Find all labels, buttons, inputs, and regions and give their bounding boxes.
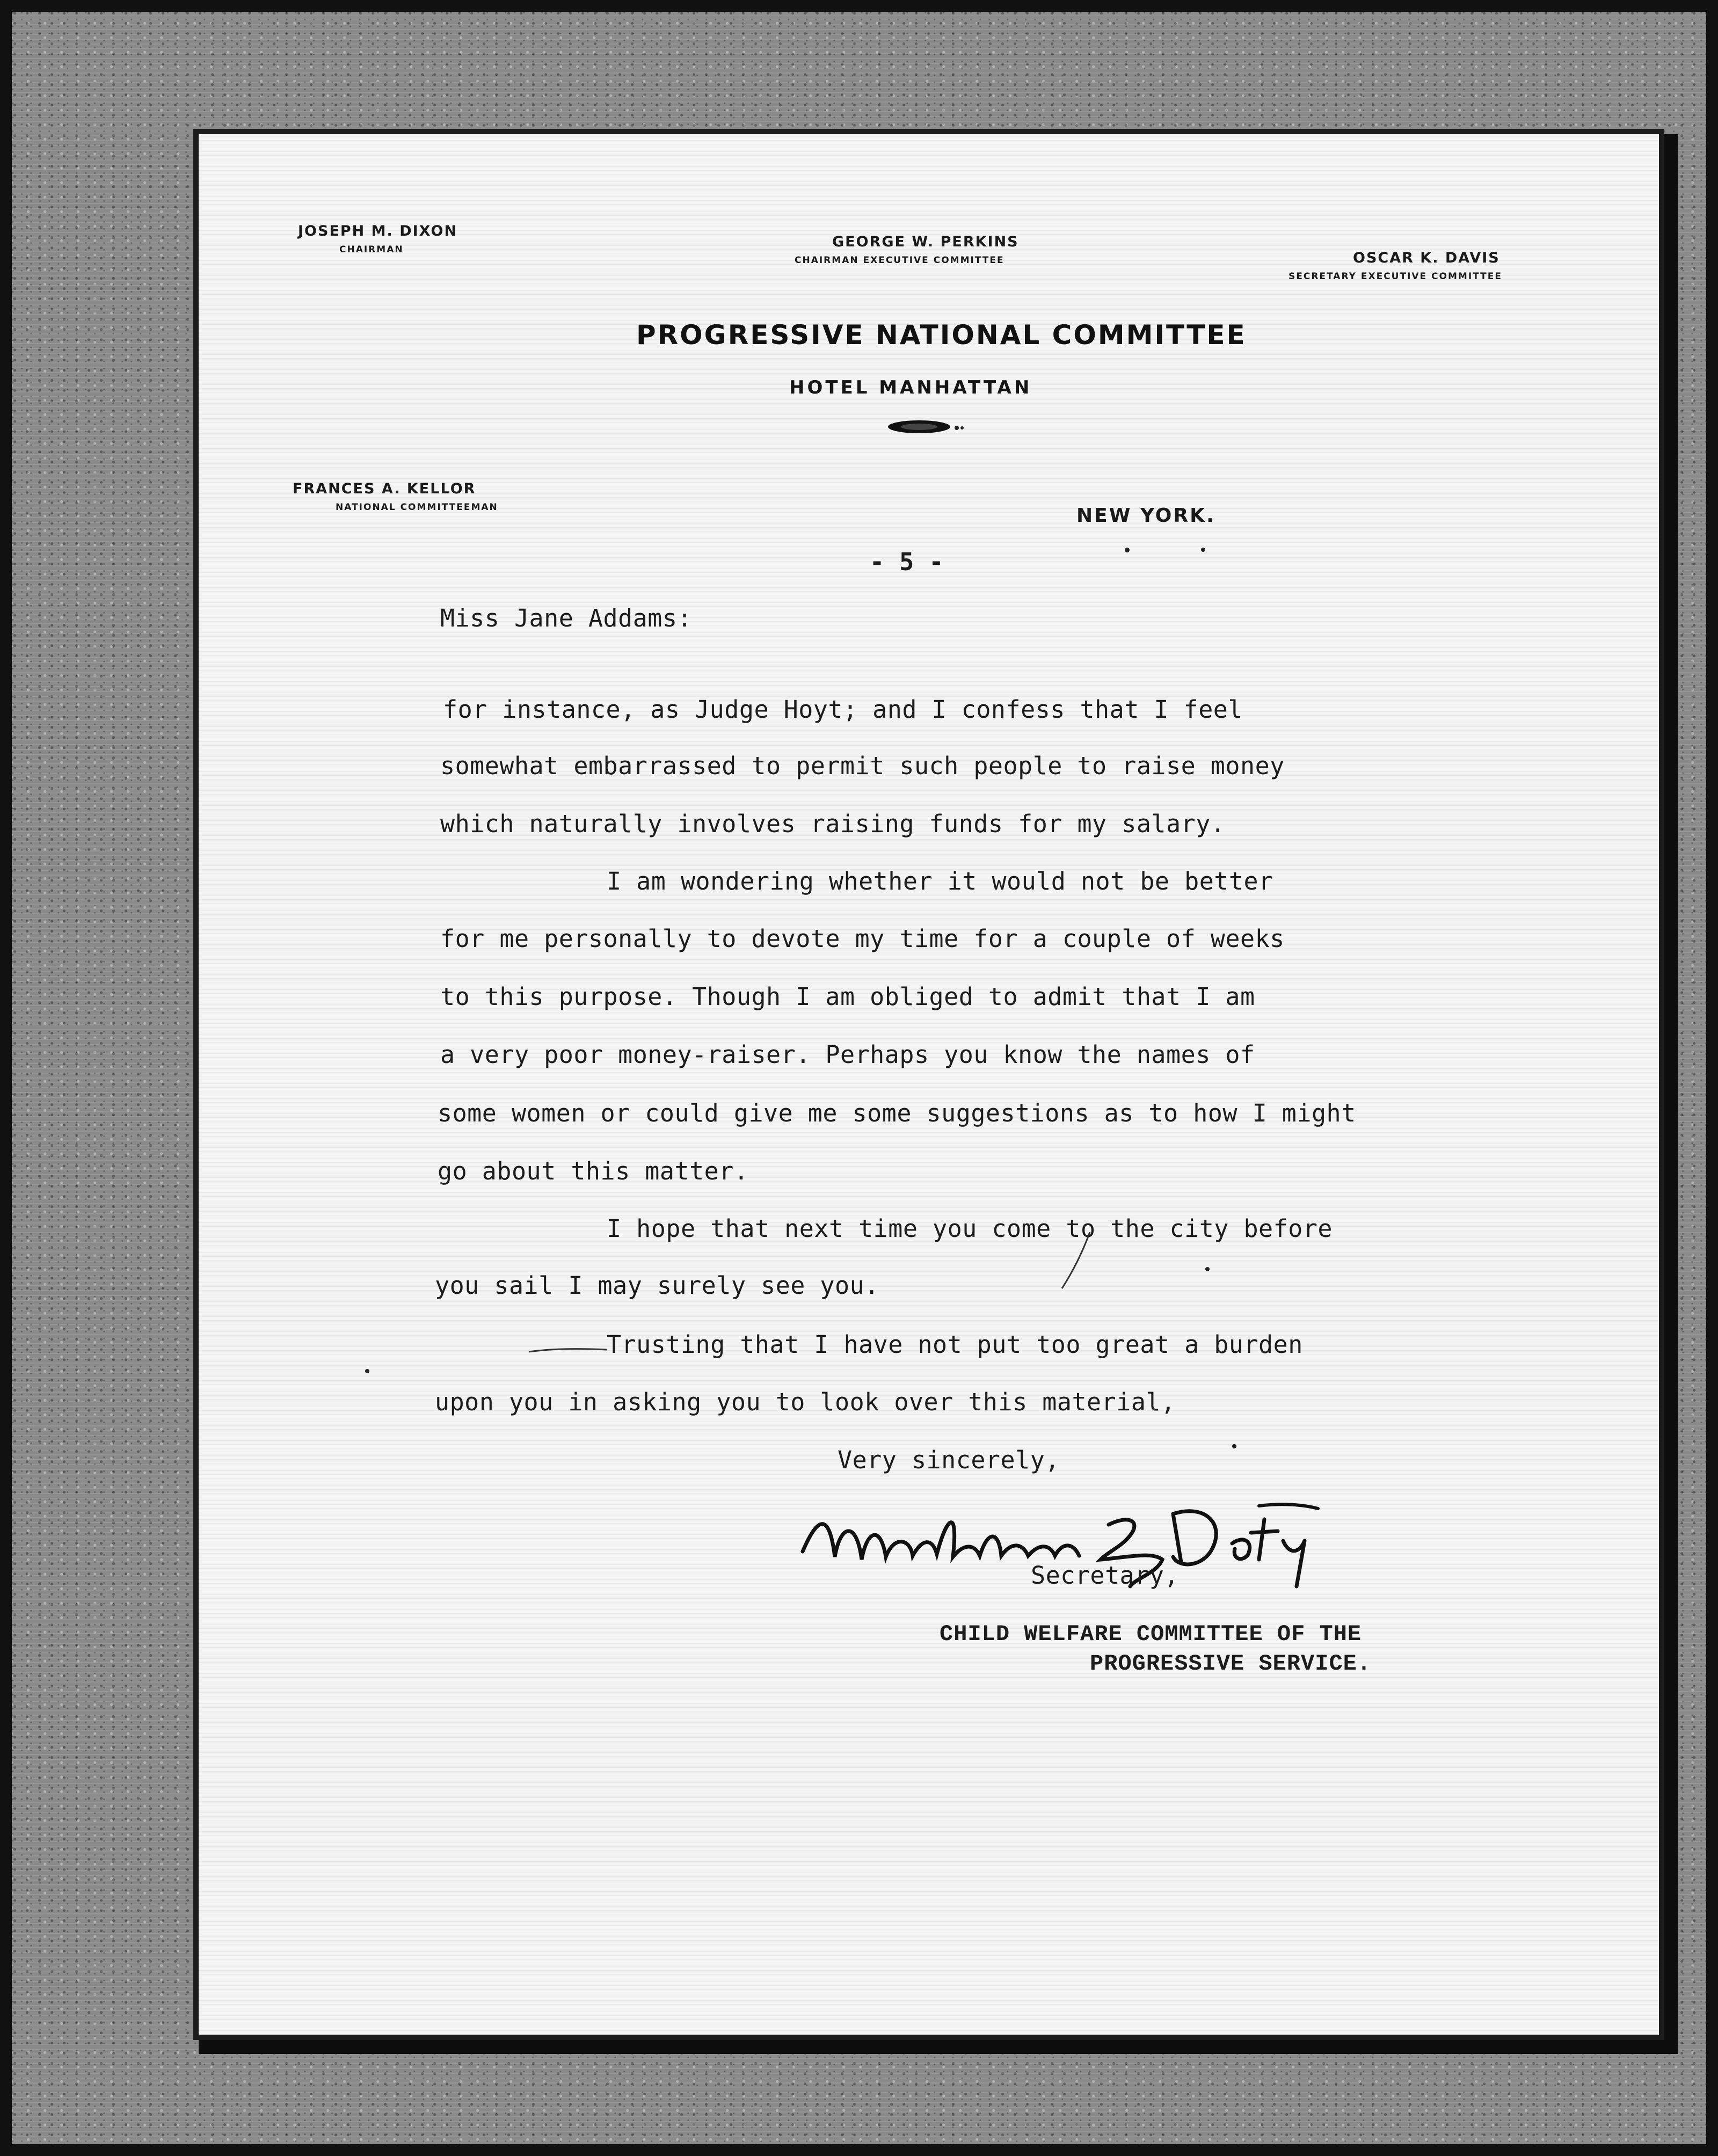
body-line: some women or could give me some suggestions as to how I might	[438, 1099, 1356, 1127]
body-line: for instance, as Judge Hoyt; and I confess that I feel	[443, 695, 1243, 724]
closing: Very sincerely,	[838, 1446, 1060, 1474]
body-line: which naturally involves raising funds for my salary.	[440, 810, 1226, 838]
body-line: to this purpose. Though I am obliged to admit that I am	[440, 982, 1255, 1011]
body-line: Trusting that I have not put too great a burden	[607, 1330, 1303, 1359]
letterhead-name-davis: OSCAR K. DAVIS	[1353, 250, 1500, 266]
body-line: upon you in asking you to look over this material,	[435, 1388, 1176, 1416]
letterhead-city: NEW YORK.	[1076, 505, 1215, 527]
ink-speck	[1125, 548, 1130, 552]
body-line: I hope that next time you come to the city before	[607, 1214, 1333, 1243]
letterhead-emblem-icon	[886, 416, 966, 438]
page-number: - 5 -	[870, 548, 944, 576]
body-line: go about this matter.	[438, 1157, 749, 1185]
hotel-address: HOTEL MANHATTAN	[789, 377, 1032, 398]
body-line: I am wondering whether it would not be better	[607, 867, 1273, 895]
organization-title: PROGRESSIVE NATIONAL COMMITTEE	[636, 319, 1247, 351]
ink-speck	[1205, 1267, 1210, 1271]
letterhead-role-kellor: NATIONAL COMMITTEEMAN	[336, 502, 498, 513]
signer-org-line-2: PROGRESSIVE SERVICE.	[1090, 1651, 1372, 1677]
letterhead-name-perkins: GEORGE W. PERKINS	[832, 234, 1019, 250]
body-line: you sail I may surely see you.	[435, 1271, 879, 1300]
salutation: Miss Jane Addams:	[440, 604, 693, 632]
ink-speck	[1232, 1444, 1236, 1448]
letter-page	[199, 134, 1659, 2035]
body-line: a very poor money-raiser. Perhaps you know the names of	[440, 1040, 1255, 1069]
stray-pen-mark	[1058, 1229, 1095, 1294]
letterhead-role-dixon: CHAIRMAN	[339, 244, 404, 255]
body-line: for me personally to devote my time for a couple of weeks	[440, 924, 1285, 953]
letterhead-role-davis: SECRETARY EXECUTIVE COMMITTEE	[1288, 271, 1502, 282]
letterhead-role-perkins: CHAIRMAN EXECUTIVE COMMITTEE	[795, 255, 1004, 266]
signer-org-line-1: CHILD WELFARE COMMITTEE OF THE	[940, 1621, 1362, 1647]
letterhead-name-dixon: JOSEPH M. DIXON	[298, 223, 458, 239]
body-line: somewhat embarrassed to permit such people to raise money	[440, 752, 1285, 780]
letterhead-name-kellor: FRANCES A. KELLOR	[293, 480, 476, 497]
stray-pen-mark	[526, 1342, 612, 1358]
ink-speck	[1201, 548, 1205, 552]
signer-title: Secretary,	[1031, 1561, 1179, 1590]
ink-speck	[365, 1369, 369, 1373]
